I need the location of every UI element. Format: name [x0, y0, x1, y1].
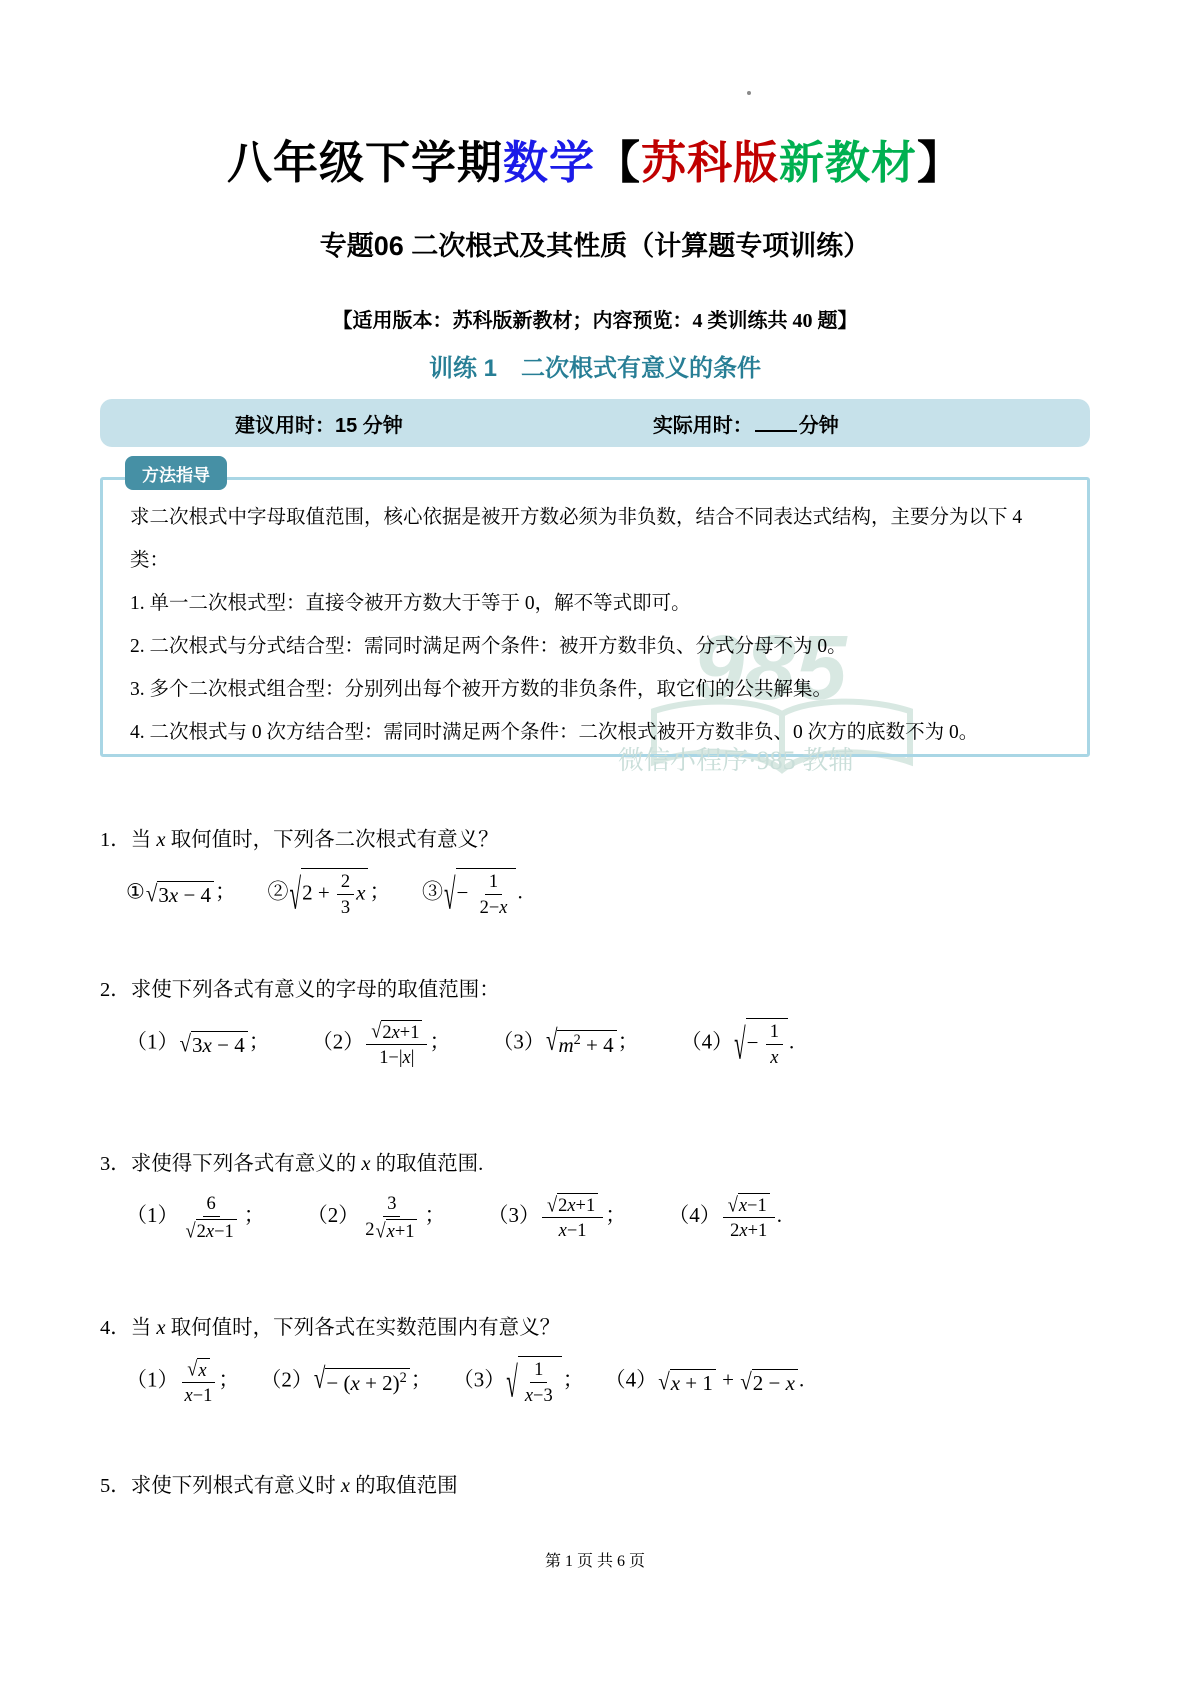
problem-2-text: 求使下列各式有意义的字母的取值范围：	[130, 979, 500, 1001]
speck-dot	[747, 91, 751, 95]
timing-banner	[100, 399, 1090, 447]
title-bracket-close: 】	[917, 137, 964, 188]
watermark-985: 985	[693, 617, 847, 719]
problem-4-number: 4．	[100, 1317, 131, 1339]
problem-3-text: 求使得下列各式有意义的 x 的取值范围.	[130, 1153, 484, 1175]
title-part-textbook: 新教材	[779, 137, 918, 188]
problem-5-number: 5．	[100, 1475, 131, 1497]
suggested-time-label: 建议用时：15 分钟	[235, 414, 403, 437]
training-section-heading: 训练 1 二次根式有意义的条件	[428, 355, 761, 382]
title-part-edition: 苏科版	[641, 137, 780, 188]
problem-2-expressions: （1） √ 3x − 4 ； （2） √ 2x+1 1−|x| ； （3） √ $m^2 + 4$ ； （4） √ − $\frac{1}{x}$ .	[126, 1019, 795, 1069]
problem-4	[100, 1310, 1090, 1407]
actual-time-prefix: 实际用时：	[652, 414, 753, 437]
method-intro: 求二次根式中字母取值范围，核心依据是被开方数必须为非负数，结合不同表达式结构，主要分为以下 4 类：	[130, 507, 1023, 571]
problem-1-stem	[100, 822, 1090, 852]
method-item-2: 2. 二次根式与分式结合型：需同时满足两个条件：被开方数非负、分式分母不为 0。	[130, 636, 847, 657]
problem-3	[100, 1146, 1090, 1242]
problem-3-expressions: （1） 6 √ 2x−1 ； （2） 3 2 √ x+1 ； （3） √ 2x+1 x−1 ； （4） √ x−1 2x+1 .	[126, 1193, 782, 1243]
problem-5	[100, 1468, 1090, 1498]
problem-1-number: 1．	[100, 829, 131, 851]
method-item-1: 1. 单一二次根式型：直接令被开方数大于等于 0，解不等式即可。	[130, 593, 691, 614]
problem-2-stem	[100, 972, 1090, 1002]
method-guide-box	[100, 477, 1090, 757]
watermark-text: 微信小程序·985 教辅	[618, 746, 855, 775]
problem-4-text: 当 x 取何值时，下列各式在实数范围内有意义？	[130, 1317, 561, 1339]
problem-5-stem	[100, 1468, 1090, 1498]
title-part-subject: 数学	[502, 137, 595, 188]
problem-4-stem	[100, 1310, 1090, 1340]
page-number-footer: 第 1 页 共 6 页	[544, 1553, 645, 1570]
actual-time-label	[653, 409, 839, 438]
problem-4-expressions: （1） √ x x−1 ； （2） √ − $(x + 2)^2$ ； （3） √ $\frac{1}{x-3}$ ； （4） √ x + 1 + √ 2 − x .	[126, 1357, 805, 1407]
actual-time-blank	[755, 430, 797, 432]
problem-5-text: 求使下列根式有意义时 x 的取值范围	[130, 1475, 458, 1497]
problem-1-expressions: ① √ 3x − 4 ； ② √ 2 + $\frac{2}{3}$ x ； ③ √ − $\frac{1}{2-x}$ .	[126, 869, 523, 919]
topic-subtitle: 专题06 二次根式及其性质（计算题专项训练）	[319, 231, 871, 261]
page-title	[0, 126, 1190, 191]
problem-3-stem	[100, 1146, 1090, 1176]
method-item-3: 3. 多个二次根式组合型：分别列出每个被开方数的非负条件，取它们的公共解集。	[130, 679, 833, 700]
problem-3-number: 3．	[100, 1153, 131, 1175]
method-guide-tab: 方法指导	[125, 456, 227, 490]
problem-1	[100, 822, 1090, 919]
method-item-4: 4. 二次根式与 0 次方结合型：需同时满足两个条件：二次根式被开方数非负、0 次方的底数不为 0。	[130, 722, 979, 743]
edition-info-line: 【适用版本：苏科版新教材；内容预览：4 类训练共 40 题】	[332, 310, 858, 332]
problem-1-text: 当 x 取何值时，下列各二次根式有意义？	[130, 829, 499, 851]
problem-2-number: 2．	[100, 979, 131, 1001]
title-part-grade: 八年级下学期	[226, 137, 503, 188]
actual-time-suffix: 分钟	[798, 414, 839, 437]
problem-2	[100, 972, 1090, 1069]
title-bracket-open: 【	[594, 137, 641, 188]
